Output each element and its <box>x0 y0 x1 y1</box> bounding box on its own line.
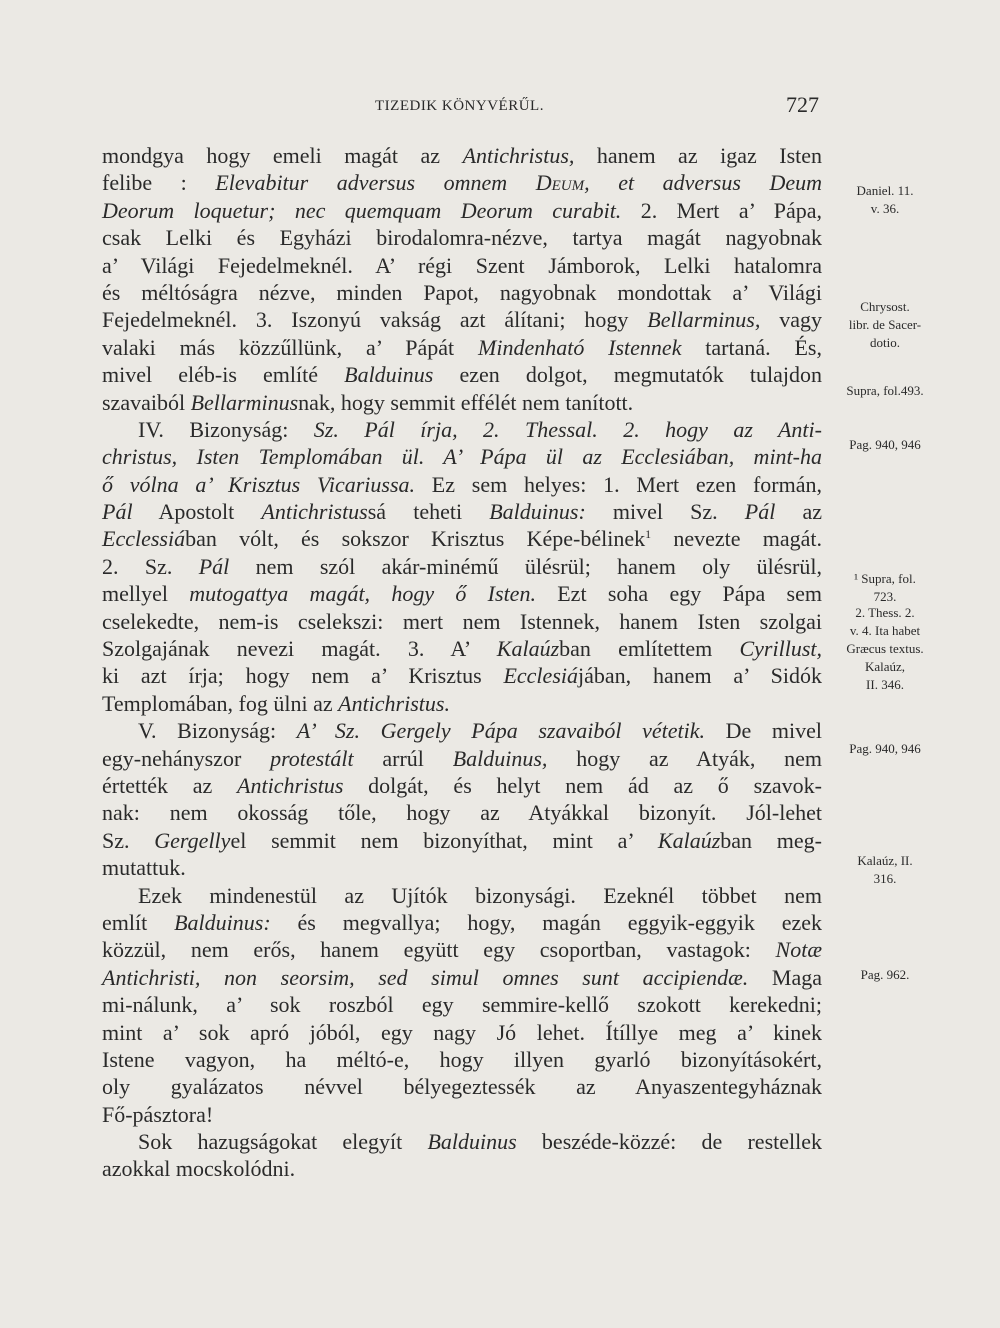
margin-note: Pag. 940, 946 <box>849 741 921 756</box>
text-line: és méltóságra nézve, minden Papot, nagyobnak mondottak a’ Világi <box>102 279 822 305</box>
text-line: mivel eléb-is említé Balduinus ezen dolgot, megmutatók tulajdon <box>102 362 822 388</box>
running-title: TIZEDIK KÖNYVÉRŰL. <box>375 98 544 114</box>
text-line: oly gyalázatos névvel bélyegeztessék az Anyaszentegyháznak <box>102 1074 822 1100</box>
text-line: Antichristi, non seorsim, sed simul omnes sunt accipiendæ. Maga <box>102 964 822 990</box>
text-line: valaki más közzűllünk, a’ Pápát Mindenható Istennek tartaná. És, <box>102 334 822 360</box>
text-line: Sz. Gergellyel semmit nem bizonyíthat, mint a’ Kalaúzban meg- <box>102 827 823 853</box>
footnote-marker: 1 <box>645 527 652 542</box>
text-line: azokkal mocskolódni. <box>102 1156 296 1182</box>
text-line: Fejedelmeknél. 3. Iszonyú vakság azt álítani; hogy Bellarminus, vagy <box>102 307 823 333</box>
text-line: Szolgajának nevezi magát. 3. A’ Kalaúzban említettem Cyrillust, <box>102 636 822 662</box>
margin-note: Kalaúz, II. 316. <box>857 853 913 886</box>
text-line: értették az Antichristus dolgát, és helyt nem ád az ő szavok- <box>102 772 822 798</box>
text-line: mint a’ sok apró jóból, egy nagy Jó lehet. Ítíllye meg a’ kinek <box>102 1019 822 1045</box>
text-line: Ecclessiában vólt, és sokszor Krisztus Képe-bélinek$^1$ nevezte magát. <box>102 526 822 552</box>
margin-note: Chrysost. libr. de Sacer- dotio. <box>848 299 922 350</box>
text-line: cselekedte, nem-is cselekszi: mert nem Istennek, hanem Isten szolgai <box>102 608 822 634</box>
text-line: csak Lelki és Egyházi birodalomra-nézve, tartya magát nagyobnak <box>102 225 822 251</box>
page-number: 727 <box>786 92 819 117</box>
text-line: Pál Apostolt Antichristussá teheti Balduinus: mivel Sz. Pál az <box>102 499 823 525</box>
text-line: szavaiból Bellarminusnak, hogy semmit effélét nem tanított. <box>102 389 634 415</box>
text-line: Fő-pásztora! <box>102 1101 214 1127</box>
text-line: Deorum loquetur; nec quemquam Deorum curabit. 2. Mert a’ Pápa, <box>102 197 822 223</box>
margin-note: Supra, fol.493. <box>846 383 924 398</box>
text-line: egy-nehányszor protestált arrúl Balduinus, hogy az Atyák, nem <box>102 745 822 771</box>
text-line: mellyel mutogattya magát, hogy ő Isten. Ezt soha egy Pápa sem <box>102 581 823 607</box>
margin-note: ¹ Supra, fol. 723. <box>854 571 916 604</box>
text-line: 2. Sz. Pál nem szól akár-minémű ülésrül; hanem oly ülésrül, <box>102 553 822 579</box>
text-line: Sok hazugságokat elegyít Balduinus beszéde-közzé: de restellek <box>138 1129 822 1155</box>
text-line: mi-nálunk, a’ sok roszból egy semmire-kellő szokott kerekedni; <box>102 992 822 1018</box>
text-line: mutattuk. <box>102 855 186 881</box>
text-line: a’ Világi Fejedelmeknél. A’ régi Szent Jámborok, Lelki hatalomra <box>102 252 822 278</box>
margin-note: Pag. 962. <box>860 967 910 982</box>
margin-note: 2. Thess. 2. v. 4. Ita habet Græcus textus. Kalaúz, II. 346. <box>846 605 924 692</box>
text-line: IV. Bizonyság: Sz. Pál írja, 2. Thessal. 2. hogy az Anti- <box>138 416 822 442</box>
text-line: V. Bizonyság: A’ Sz. Gergely Pápa szavaiból vétetik. De mivel <box>138 718 822 744</box>
text-line: Templomában, fog ülni az Antichristus. <box>102 690 450 716</box>
text-line: Istene vagyon, ha méltó-e, hogy illyen gyarló bizonyításokért, <box>102 1046 822 1072</box>
text-line: említ Balduinus: és megvallya; hogy, magán eggyik-eggyik ezek <box>102 909 823 935</box>
main-text <box>102 142 822 1183</box>
text-line: ki azt írja; hogy nem a’ Krisztus Ecclesiájában, hanem a’ Sidók <box>102 663 822 689</box>
margin-note: Daniel. 11. v. 36. <box>856 183 914 216</box>
text-line: christus, Isten Templomában ül. A’ Pápa ül az Ecclesiában, mint-ha <box>102 444 822 470</box>
text-line: ő vólna a’ Krisztus Vicariussa. Ez sem helyes: 1. Mert ezen formán, <box>102 471 823 497</box>
text-line: Ezek mindenestül az Ujítók bizonysági. Ezeknél többet nem <box>138 882 822 908</box>
text-line: mondgya hogy emeli magát az Antichristus, hanem az igaz Isten <box>102 143 823 168</box>
text-line: nak: nem okosság tőle, hogy az Atyákkal bizonyít. Jól-lehet <box>102 800 822 826</box>
margin-note: Pag. 940, 946 <box>849 437 921 452</box>
text-line: felibe : Elevabitur adversus omnem Deum, et adversus Deum <box>102 170 822 196</box>
text-line: közzül, nem erős, hanem együtt egy csoportban, vastagok: Notæ <box>102 937 822 963</box>
